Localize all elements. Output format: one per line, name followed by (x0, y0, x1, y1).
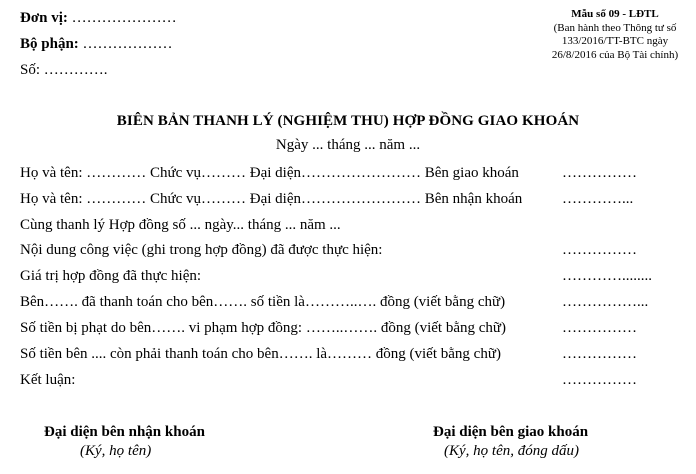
row-penalty-dots: …………… (562, 320, 637, 336)
unit-field (20, 10, 177, 27)
row-receiver-dots: …………... (562, 191, 634, 207)
row-liquidation: Cùng thanh lý Hợp đồng số ... ngày... tháng ... năm ... (20, 217, 341, 233)
row-work-content: Nội dung công việc (ghi trong hợp đồng) đã được thực hiện: (20, 242, 383, 258)
number-field: Số: …………. (20, 62, 108, 78)
department-dots: ……………… (78, 36, 173, 52)
row-paid: Bên……. đã thanh toán cho bên……. số tiền là………..…. đồng (viết bằng chữ) (20, 294, 506, 310)
row-giver-left: Họ và tên: ………… Chức vụ……… Đại diện…………………… Bên giao khoán (20, 165, 519, 181)
row-paid-dots: ……………... (562, 294, 649, 310)
date-line: Ngày ... tháng ... năm ... (275, 137, 421, 153)
form-code-box (540, 8, 690, 62)
row-remaining: Số tiền bên .... còn phải thanh toán cho bên……. là……… đồng (viết bằng chữ) (20, 346, 501, 362)
giver-signature-note: (Ký, họ tên, đóng dấu) (444, 443, 579, 459)
row-remaining-dots: …………… (562, 346, 637, 362)
form-issued-line1: (Ban hành theo Thông tư số (553, 21, 677, 34)
department-label: Bộ phận: (20, 36, 79, 52)
document-title: BIÊN BẢN THANH LÝ (NGHIỆM THU) HỢP ĐỒNG GIAO KHOÁN (116, 113, 580, 129)
row-receiver-left: Họ và tên: ………… Chức vụ……… Đại diện…………………… Bên nhận khoán (20, 191, 523, 207)
row-conclusion-dots: …………… (562, 372, 637, 388)
row-contract-value-dots: …………........ (562, 268, 652, 284)
form-issued-line2: 133/2016/TT-BTC ngày (561, 35, 669, 47)
row-contract-value: Giá trị hợp đồng đã thực hiện: (20, 268, 202, 284)
row-work-content-dots: …………… (562, 242, 637, 258)
form-code: Mẫu số 09 - LĐTL (571, 8, 659, 20)
department-field (20, 36, 173, 53)
unit-label: Đơn vị: (20, 10, 68, 26)
row-giver-dots: …………… (562, 165, 637, 181)
unit-dots: ………………… (67, 10, 177, 26)
form-issued-line3: 26/8/2016 của Bộ Tài chính) (551, 48, 679, 61)
row-penalty: Số tiền bị phạt do bên……. vi phạm hợp đồng: ……..……. đồng (viết bằng chữ) (20, 320, 507, 336)
giver-signature-title: Đại diện bên giao khoán (433, 424, 589, 440)
receiver-signature-title: Đại diện bên nhận khoán (44, 424, 205, 440)
receiver-signature-note: (Ký, họ tên) (80, 443, 152, 459)
row-conclusion: Kết luận: (20, 372, 76, 388)
